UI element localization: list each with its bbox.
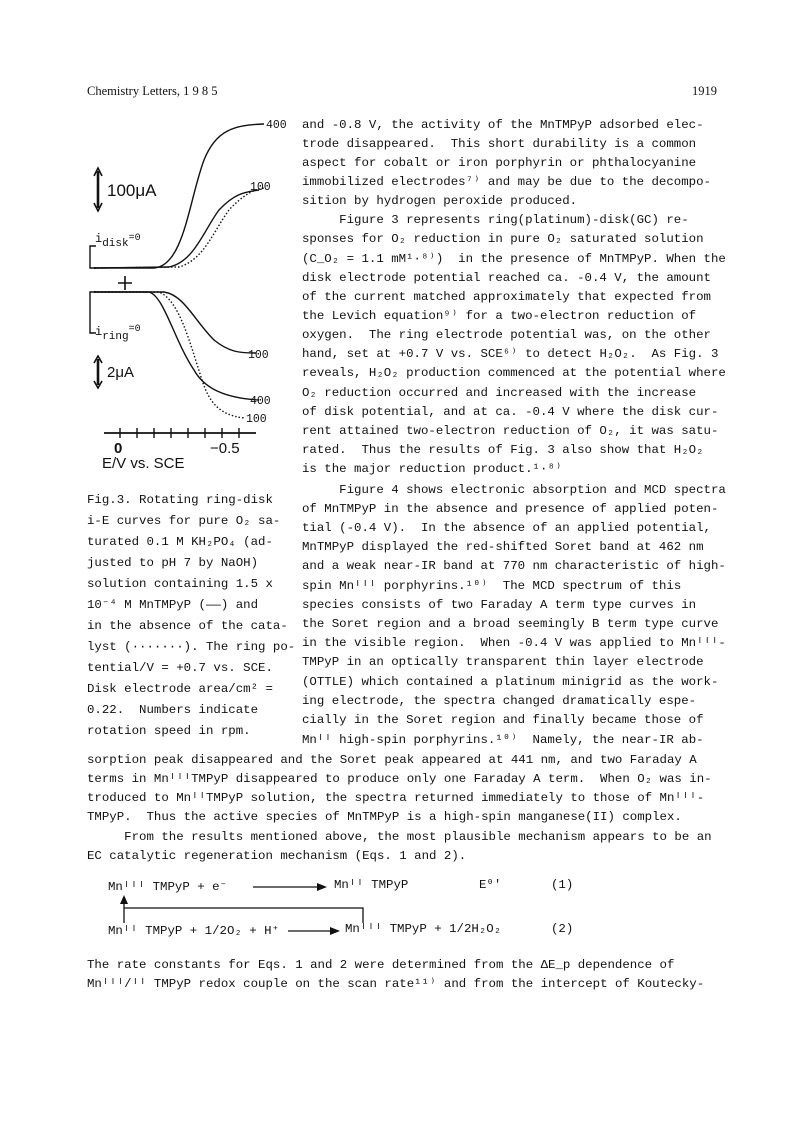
eq1-number: (1) xyxy=(551,878,574,892)
text-line: terms in MnᴵᴵᴵTMPyP disappeared to produce only one Faraday A term. When O₂ was in- xyxy=(87,772,712,786)
eq2-arrow xyxy=(288,924,346,938)
caption-line: tential/V = +0.7 vs. SCE. xyxy=(87,661,273,675)
caption-line: turated 0.1 M KH₂PO₄ (ad- xyxy=(87,535,273,549)
text-line: is the major reduction product.¹·⁸⁾ xyxy=(302,462,563,476)
page-number: 1919 xyxy=(692,84,717,98)
text-line: and -0.8 V, the activity of the MnTMPyP adsorbed elec- xyxy=(302,118,704,132)
text-line: spin Mnᴵᴵᴵ porphyrins.¹⁰⁾ The MCD spectrum of this xyxy=(302,579,682,593)
caption-line: rotation speed in rpm. xyxy=(87,724,251,738)
text-line: TMPyP in an optically transparent thin layer electrode xyxy=(302,655,704,669)
idisk-bracket xyxy=(90,246,96,268)
disk-curve-100 xyxy=(94,190,259,268)
label-top-400: 400 xyxy=(266,119,287,132)
text-line: troduced to MnᴵᴵTMPyP solution, the spectra returned immediately to those of Mnᴵᴵᴵ- xyxy=(87,791,705,805)
regeneration-connector xyxy=(115,893,375,925)
text-line: immobilized electrodes⁷⁾ and may be due to the decompo- xyxy=(302,175,711,189)
axis-tick-m05: −0.5 xyxy=(210,440,240,457)
text-line: rated. Thus the results of Fig. 3 also show that H₂O₂ xyxy=(302,443,704,457)
text-line: The rate constants for Eqs. 1 and 2 were determined from the ΔE_p dependence of xyxy=(87,958,675,972)
label-iring: iring$^{=0}$ xyxy=(95,324,141,343)
ring-curve-100-absent xyxy=(94,292,244,418)
text-line: Mnᴵᴵᴵ/ᴵᴵ TMPyP redox couple on the scan rate¹¹⁾ and from the intercept of Koutecky- xyxy=(87,977,705,991)
text-line: Figure 3 represents ring(platinum)-disk(GC) re- xyxy=(302,213,689,227)
text-line: hand, set at +0.7 V vs. SCE⁶⁾ to detect H₂O₂. As Fig. 3 xyxy=(302,347,719,361)
axis-label: E/V vs. SCE xyxy=(102,455,185,472)
text-line: From the results mentioned above, the most plausible mechanism appears to be an xyxy=(87,830,712,844)
eq2-number: (2) xyxy=(551,922,574,936)
caption-line: solution containing 1.5 x xyxy=(87,577,273,591)
text-line: Mnᴵᴵ high-spin porphyrins.¹⁰⁾ Namely, the near-IR ab- xyxy=(302,733,704,747)
label-top-100: 100 xyxy=(250,181,271,194)
eq1-right: Mnᴵᴵ TMPyP xyxy=(334,878,409,892)
disk-curve-100-absent xyxy=(94,188,264,268)
text-line: ing electrode, the spectra changed dramatically espe- xyxy=(302,694,697,708)
label-bottom-400: 400 xyxy=(250,395,271,408)
ring-curve-100 xyxy=(94,292,256,353)
caption-line: 10⁻⁴ M MnTMPyP (——) and xyxy=(87,598,259,612)
text-line: the Soret region and a broad seemingly B term type curve xyxy=(302,617,719,631)
text-line: of MnTMPyP in the absence and presence of applied poten- xyxy=(302,502,719,516)
text-line: tial (-0.4 V). In the absence of an applied potential, xyxy=(302,521,711,535)
caption-line: 0.22. Numbers indicate xyxy=(87,703,259,717)
caption-line: i-E curves for pure O₂ sa- xyxy=(87,514,281,528)
text-line: (C_O₂ = 1.1 mM¹·⁸⁾) in the presence of MnTMPyP. When the xyxy=(302,252,726,266)
caption-line: Fig.3. Rotating ring-disk xyxy=(87,493,273,507)
text-line: rent attained two-electron reduction of O₂, it was satu- xyxy=(302,424,719,438)
label-bottom-100-a: 100 xyxy=(248,349,269,362)
axis-tick-0: 0 xyxy=(114,440,123,457)
caption-line: in the absence of the cata- xyxy=(87,619,288,633)
text-line: TMPyP. Thus the active species of MnTMPyP is a high-spin manganese(II) complex. xyxy=(87,810,682,824)
label-2uA: 2μA xyxy=(107,364,134,381)
text-line: cially in the Soret region and finally became those of xyxy=(302,713,704,727)
text-line: O₂ reduction occurred and increased with the increase xyxy=(302,386,697,400)
text-line: disk electrode potential reached ca. -0.4 V, the amount xyxy=(302,271,711,285)
text-line: the Levich equation⁹⁾ for a two-electron reduction of xyxy=(302,309,697,323)
text-line: species consists of two Faraday A term type curves in xyxy=(302,598,697,612)
eq1-left: Mnᴵᴵᴵ TMPyP + e⁻ xyxy=(108,880,227,894)
text-line: sponses for O₂ reduction in pure O₂ saturated solution xyxy=(302,232,704,246)
text-line: Figure 4 shows electronic absorption and MCD spectra xyxy=(302,483,726,497)
text-line: oxygen. The ring electrode potential was, on the other xyxy=(302,328,711,342)
origin-cross xyxy=(118,276,132,290)
label-bottom-100-b: 100 xyxy=(246,413,267,426)
text-line: reveals, H₂O₂ production commenced at the potential where xyxy=(302,366,726,380)
label-idisk: idisk$^{=0}$ xyxy=(95,232,141,250)
text-line: and a weak near-IR band at 770 nm characteristic of high- xyxy=(302,559,726,573)
eq1-arrow xyxy=(253,880,333,894)
caption-line: justed to pH 7 by NaOH) xyxy=(87,556,259,570)
ring-curve-400 xyxy=(94,292,259,400)
text-line: in the visible region. When -0.4 V was applied to Mnᴵᴵᴵ- xyxy=(302,636,726,650)
text-line: MnTMPyP displayed the red-shifted Soret band at 462 nm xyxy=(302,540,704,554)
eq1-e0: E⁰' xyxy=(479,878,502,892)
journal-header: Chemistry Letters, 1 9 8 5 xyxy=(87,84,218,98)
text-line: sition by hydrogen peroxide produced. xyxy=(302,194,578,208)
text-line: (OTTLE) which contained a platinum minigrid as the work- xyxy=(302,675,719,689)
eq2-left: Mnᴵᴵ TMPyP + 1/2O₂ + H⁺ xyxy=(108,924,280,938)
text-line: EC catalytic regeneration mechanism (Eqs. 1 and 2). xyxy=(87,849,467,863)
caption-line: Disk electrode area/cm² = xyxy=(87,682,273,696)
label-100uA: 100μA xyxy=(107,181,157,200)
text-line: trode disappeared. This short durability is a common xyxy=(302,137,697,151)
text-line: of the current matched approximately that expected from xyxy=(302,290,711,304)
figure-3 xyxy=(84,110,294,478)
eq2-right: Mnᴵᴵᴵ TMPyP + 1/2H₂O₂ xyxy=(345,922,502,936)
text-line: of disk potential, and at ca. -0.4 V where the disk cur- xyxy=(302,405,719,419)
text-line: aspect for cobalt or iron porphyrin or phthalocyanine xyxy=(302,156,697,170)
text-line: sorption peak disappeared and the Soret peak appeared at 441 nm, and two Faraday A xyxy=(87,753,697,767)
caption-line: lyst (·······). The ring po- xyxy=(87,640,296,654)
